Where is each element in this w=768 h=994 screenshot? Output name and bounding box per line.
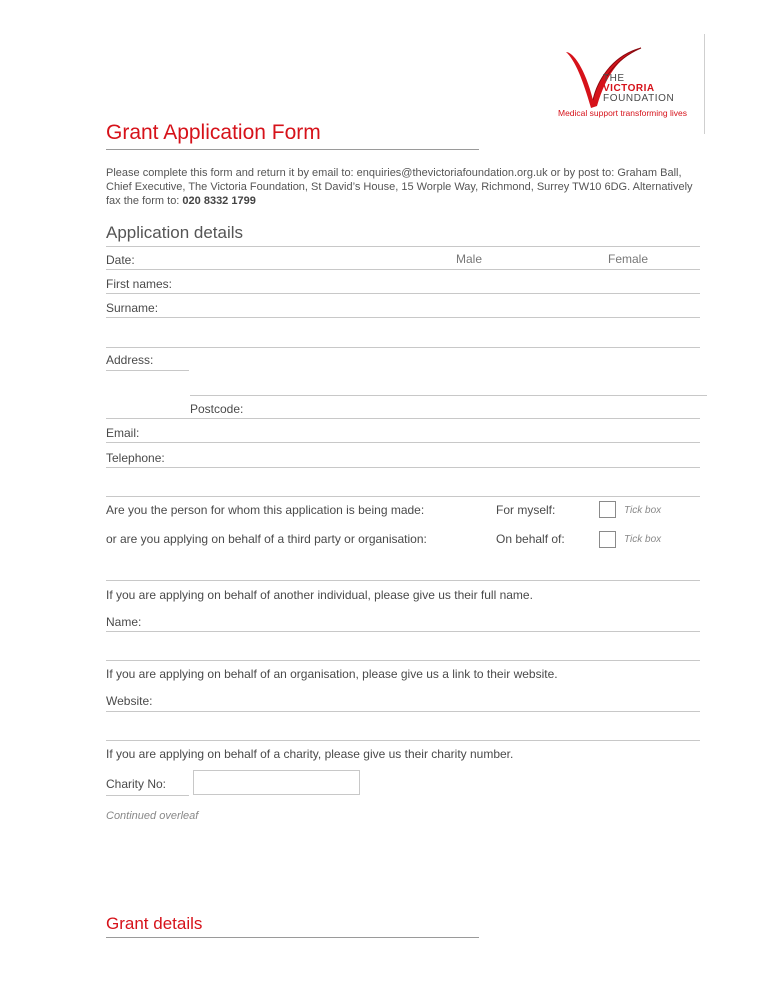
for-myself-tick-hint: Tick box <box>624 505 662 516</box>
charity-number-label: Charity No: <box>106 777 167 791</box>
address-line-1[interactable] <box>106 347 700 348</box>
charity-divider <box>106 740 700 741</box>
email-field[interactable] <box>106 442 700 443</box>
on-behalf-label: On behalf of: <box>496 532 565 546</box>
individual-divider <box>106 580 700 581</box>
individual-prompt: If you are applying on behalf of another individual, please give us their full name. <box>106 588 533 602</box>
first-names-label: First names: <box>106 277 173 291</box>
name-field[interactable] <box>106 631 700 632</box>
telephone-field[interactable] <box>106 467 700 468</box>
email-label: Email: <box>106 426 140 440</box>
grant-heading-divider <box>106 937 479 938</box>
website-label: Website: <box>106 694 153 708</box>
date-field-line[interactable] <box>106 269 700 270</box>
address-label-underline <box>106 370 189 371</box>
postcode-field[interactable] <box>106 418 700 419</box>
name-label: Name: <box>106 615 142 629</box>
surname-label: Surname: <box>106 301 159 315</box>
organisation-divider <box>106 660 700 661</box>
organisation-prompt: If you are applying on behalf of an organisation, please give us a link to their website. <box>106 667 558 681</box>
logo-line-foundation: FOUNDATION <box>603 93 675 104</box>
address-line-2[interactable] <box>190 395 707 396</box>
section-heading-application: Application details <box>106 223 244 242</box>
female-option[interactable]: Female <box>608 252 649 266</box>
title-divider <box>106 149 479 150</box>
date-label: Date: <box>106 253 135 267</box>
heading-divider <box>106 246 700 247</box>
male-option[interactable]: Male <box>456 252 483 266</box>
charity-label-underline <box>106 795 189 796</box>
continued-overleaf-note: Continued overleaf <box>106 810 199 822</box>
fax-number: 020 8332 1799 <box>182 195 256 207</box>
telephone-label: Telephone: <box>106 451 165 465</box>
intro-paragraph <box>106 166 696 208</box>
postcode-label: Postcode: <box>190 402 244 416</box>
logo-line-the: THE <box>603 73 625 84</box>
website-field[interactable] <box>106 711 700 712</box>
on-behalf-question: or are you applying on behalf of a third party or organisation: <box>106 532 427 546</box>
on-behalf-tick-hint: Tick box <box>624 534 662 545</box>
address-label: Address: <box>106 353 154 367</box>
charity-prompt: If you are applying on behalf of a charity, please give us their charity number. <box>106 747 514 761</box>
logo-tagline: Medical support transforming lives <box>558 108 687 118</box>
form-title: Grant Application Form <box>106 121 321 144</box>
applicant-type-divider <box>106 496 700 497</box>
surname-field[interactable] <box>106 317 700 318</box>
intro-text: Please complete this form and return it by email to: enquiries@thevictoriafoundation.org.uk or by post to: Graham Ball, Chief Executive, The Victoria Foundation, St David’s House, 15 Worple Way, Richmond, Surrey TW10 6DG. Alternatively fax the form to: <box>106 167 693 207</box>
charity-number-input[interactable] <box>193 770 360 795</box>
for-myself-question: Are you the person for whom this application is being made: <box>106 503 425 517</box>
for-myself-checkbox[interactable] <box>599 501 616 518</box>
for-myself-label: For myself: <box>496 503 556 517</box>
on-behalf-checkbox[interactable] <box>599 531 616 548</box>
logo-line-victoria: VICTORIA <box>603 83 655 94</box>
first-names-field[interactable] <box>106 293 700 294</box>
section-heading-grant: Grant details <box>106 914 203 933</box>
